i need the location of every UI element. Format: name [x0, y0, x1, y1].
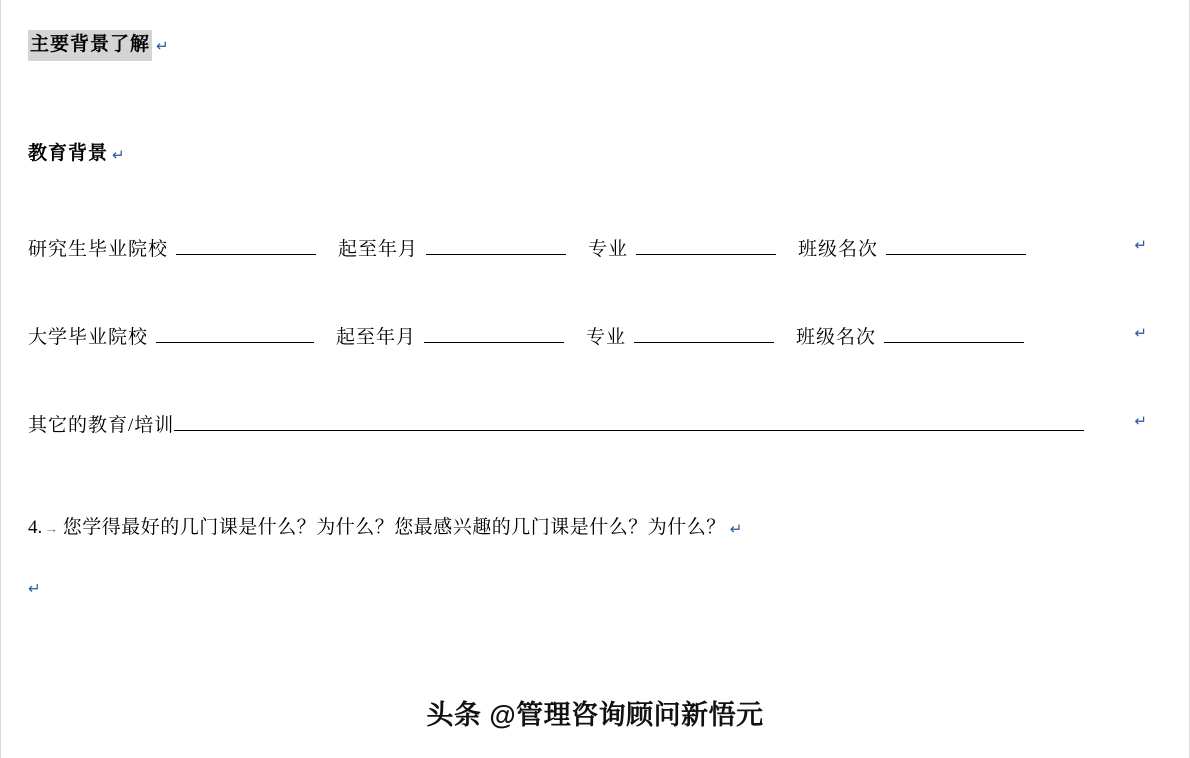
- paragraph-mark-icon: ↵: [1134, 413, 1148, 430]
- field-label-other-education: 其它的教育/培训: [28, 415, 175, 436]
- paragraph-mark-icon: ↵: [1134, 325, 1148, 342]
- paragraph-mark-icon: ↵: [1134, 237, 1148, 254]
- empty-paragraph: [28, 579, 1148, 609]
- field-label-period: 起至年月: [338, 239, 419, 260]
- title-paragraph: [28, 30, 1148, 72]
- question-number: 4.: [28, 517, 43, 538]
- field-blank-school[interactable]: [176, 237, 316, 255]
- question-text: 您学得最好的几门课是什么？为什么？您最感兴趣的几门课是什么？为什么？: [62, 517, 726, 538]
- field-blank-rank[interactable]: [886, 237, 1026, 255]
- field-label-school: 研究生毕业院校: [28, 239, 169, 260]
- spacer-between-rows-1: [28, 264, 1148, 322]
- paragraph-mark-icon: ↵: [112, 147, 125, 165]
- education-row-graduate: [28, 234, 1148, 264]
- tab-arrow-icon: →: [44, 522, 59, 537]
- spacer-between-rows-2: [28, 352, 1148, 410]
- field-blank-major[interactable]: [636, 237, 776, 255]
- field-blank-other-education[interactable]: [174, 413, 1084, 431]
- field-label-period: 起至年月: [336, 327, 417, 348]
- education-row-other: [28, 410, 1148, 440]
- field-label-major: 专业: [586, 327, 627, 348]
- field-label-rank: 班级名次: [796, 327, 877, 348]
- document-body: [28, 30, 1148, 609]
- page-edge-left: [0, 0, 1, 758]
- field-label-school: 大学毕业院校: [28, 327, 149, 348]
- paragraph-mark-icon: ↵: [156, 38, 169, 56]
- spacer-after-question: [28, 539, 1148, 579]
- field-blank-major[interactable]: [634, 325, 774, 343]
- page-title: 主要背景了解: [28, 30, 152, 61]
- watermark: 头条 @管理咨询顾问新悟元: [426, 700, 764, 730]
- field-label-major: 专业: [588, 239, 629, 260]
- question-item: [28, 512, 1148, 539]
- field-blank-period[interactable]: [426, 237, 566, 255]
- section-heading: 教育背景: [28, 143, 109, 164]
- section-heading-paragraph: [28, 138, 1148, 172]
- education-row-university: [28, 322, 1148, 352]
- field-label-rank: 班级名次: [798, 239, 879, 260]
- paragraph-mark-icon: ↵: [28, 580, 41, 598]
- spacer-after-section-heading: [28, 172, 1148, 234]
- field-blank-rank[interactable]: [884, 325, 1024, 343]
- spacer-before-question: [28, 440, 1148, 512]
- paragraph-mark-icon: ↵: [729, 520, 743, 538]
- field-blank-school[interactable]: [156, 325, 314, 343]
- field-blank-period[interactable]: [424, 325, 564, 343]
- spacer-after-title: [28, 72, 1148, 138]
